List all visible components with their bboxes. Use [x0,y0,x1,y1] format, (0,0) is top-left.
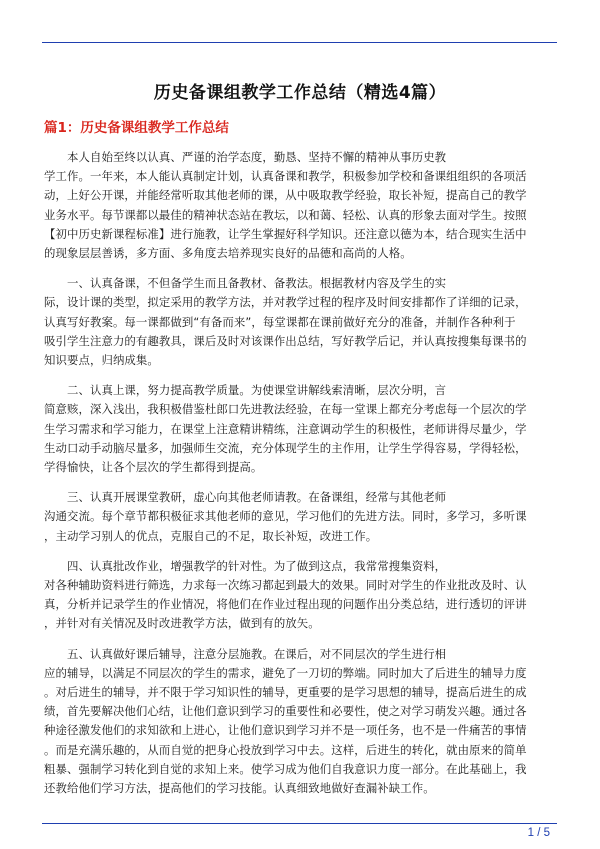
paragraph-line: 真，分析并记录学生的作业情况，将他们在作业过程出现的问题作出分类总结，进行透切的评讲 [44,597,527,612]
paragraph-line: 沟通交流。每个章节都积极征求其他老师的意见，学习他们的先进方法。同时，多学习，多听课 [44,509,527,524]
paragraph-line: 认真写好教案。每一课都做到“有备而来”，每堂课都在课前做好充分的准备，并制作各种利于 [44,314,516,329]
paragraph [44,557,556,634]
paragraph-line: 一、认真备课，不但备学生而且备教材、备教法。根据教材内容及学生的实 [44,276,447,291]
section-heading: 篇1：历史备课组教学工作总结 [44,120,229,136]
header-rule [42,42,557,43]
paragraph-line: 四、认真批改作业，增强教学的针对性。为了做到这点，我常常搜集资料， [44,558,447,573]
paragraph-line: 粗暴、强制学习转化到自觉的求知上来。使学习成为他们自我意识力度一部分。在此基础上，我 [44,761,527,776]
paragraph [44,274,556,370]
paragraph-line: 三、认真开展课堂教研，虚心向其他老师请教。在备课组，经常与其他老师 [44,490,447,505]
paragraph [44,645,556,799]
footer-rule [42,823,557,824]
paragraph-line: 知识要点，归纳成集。 [44,353,159,368]
paragraph-line: 应的辅导，以满足不同层次的学生的需求，避免了一刀切的弊端。同时加大了后进生的辅导力度 [44,665,527,680]
paragraph-line: 简意赅，深入浅出，我积极借鉴杜郎口先进教法经验，在每一堂课上都充分考虑每一个层次的学 [44,402,527,417]
paragraph-line: 五、认真做好课后辅导，注意分层施教。在课后，对不同层次的学生进行相 [44,646,447,661]
paragraph-line: 对各种辅助资料进行筛选，力求每一次练习都起到最大的效果。同时对学生的作业批改及时、认 [44,578,527,593]
paragraph-line: 际，设计课的类型，拟定采用的教学方法，并对教学过程的程序及时间安排都作了详细的记录， [44,295,527,310]
paragraph [44,488,556,546]
paragraph-line: 【初中历史新课程标准】进行施教，让学生掌握好科学知识。还注意以德为本，结合现实生活中 [44,226,527,241]
paragraph-line: 学得愉快，让各个层次的学生都得到提高。 [44,460,263,475]
paragraph-line: 二、认真上课，努力提高教学质量。为使课堂讲解线索清晰，层次分明，言 [44,383,447,398]
paragraph-line: 动，上好公开课，并能经常听取其他老师的课，从中吸取教学经验，取长补短，提高自己的教学 [44,188,527,203]
document-body [44,148,556,809]
paragraph [44,381,556,477]
paragraph-line: 吸引学生注意力的有趣教具，课后及时对该课作出总结，写好教学后记，并认真按搜集每课书的 [44,333,527,348]
paragraph-line: 业务水平。每节课都以最佳的精神状态站在教坛，以和蔼、轻松、认真的形象去面对学生。按照 [44,207,527,222]
page-number: 1 / 5 [527,827,550,839]
paragraph-line: 绩，首先要解决他们心结，让他们意识到学习的重要性和必要性，使之对学习萌发兴趣。通过各 [44,704,527,719]
paragraph-line: 学工作。一年来，本人能认真制定计划，认真备课和教学，积极参加学校和备课组组织的各项活 [44,169,527,184]
paragraph-line: 。而是充满乐趣的，从而自觉的把身心投放到学习中去。这样，后进生的转化，就由原来的简单 [44,742,527,757]
paragraph [44,148,556,263]
paragraph-line: ，并针对有关情况及时改进教学方法，做到有的放矢。 [44,616,320,631]
paragraph-line: 的现象层层善诱，多方面、多角度去培养现实良好的品德和高尚的人格。 [44,246,412,261]
paragraph-line: 本人自始至终以认真、严谨的治学态度，勤恳、坚持不懈的精神从事历史教 [44,150,447,164]
document-title: 历史备课组教学工作总结（精选4篇） [153,83,447,103]
paragraph-line: 种途径激发他们的求知欲和上进心，让他们意识到学习并不是一项任务，也不是一件痛苦的事情 [44,723,527,738]
paragraph-line: 还教给他们学习方法，提高他们的学习技能。认真细致地做好查漏补缺工作。 [44,781,435,796]
paragraph-line: 。对后进生的辅导，并不限于学习知识性的辅导，更重要的是学习思想的辅导，提高后进生的成 [44,685,527,700]
paragraph-line: 生学习需求和学习能力，在课堂上注意精讲精练，注意调动学生的积极性，老师讲得尽量少，学 [44,421,527,436]
paragraph-line: ，主动学习别人的优点，克服自己的不足，取长补短，改进工作。 [44,528,378,543]
paragraph-line: 生动口动手动脑尽量多，加强师生交流，充分体现学生的主作用，让学生学得容易，学得轻松， [44,440,527,455]
